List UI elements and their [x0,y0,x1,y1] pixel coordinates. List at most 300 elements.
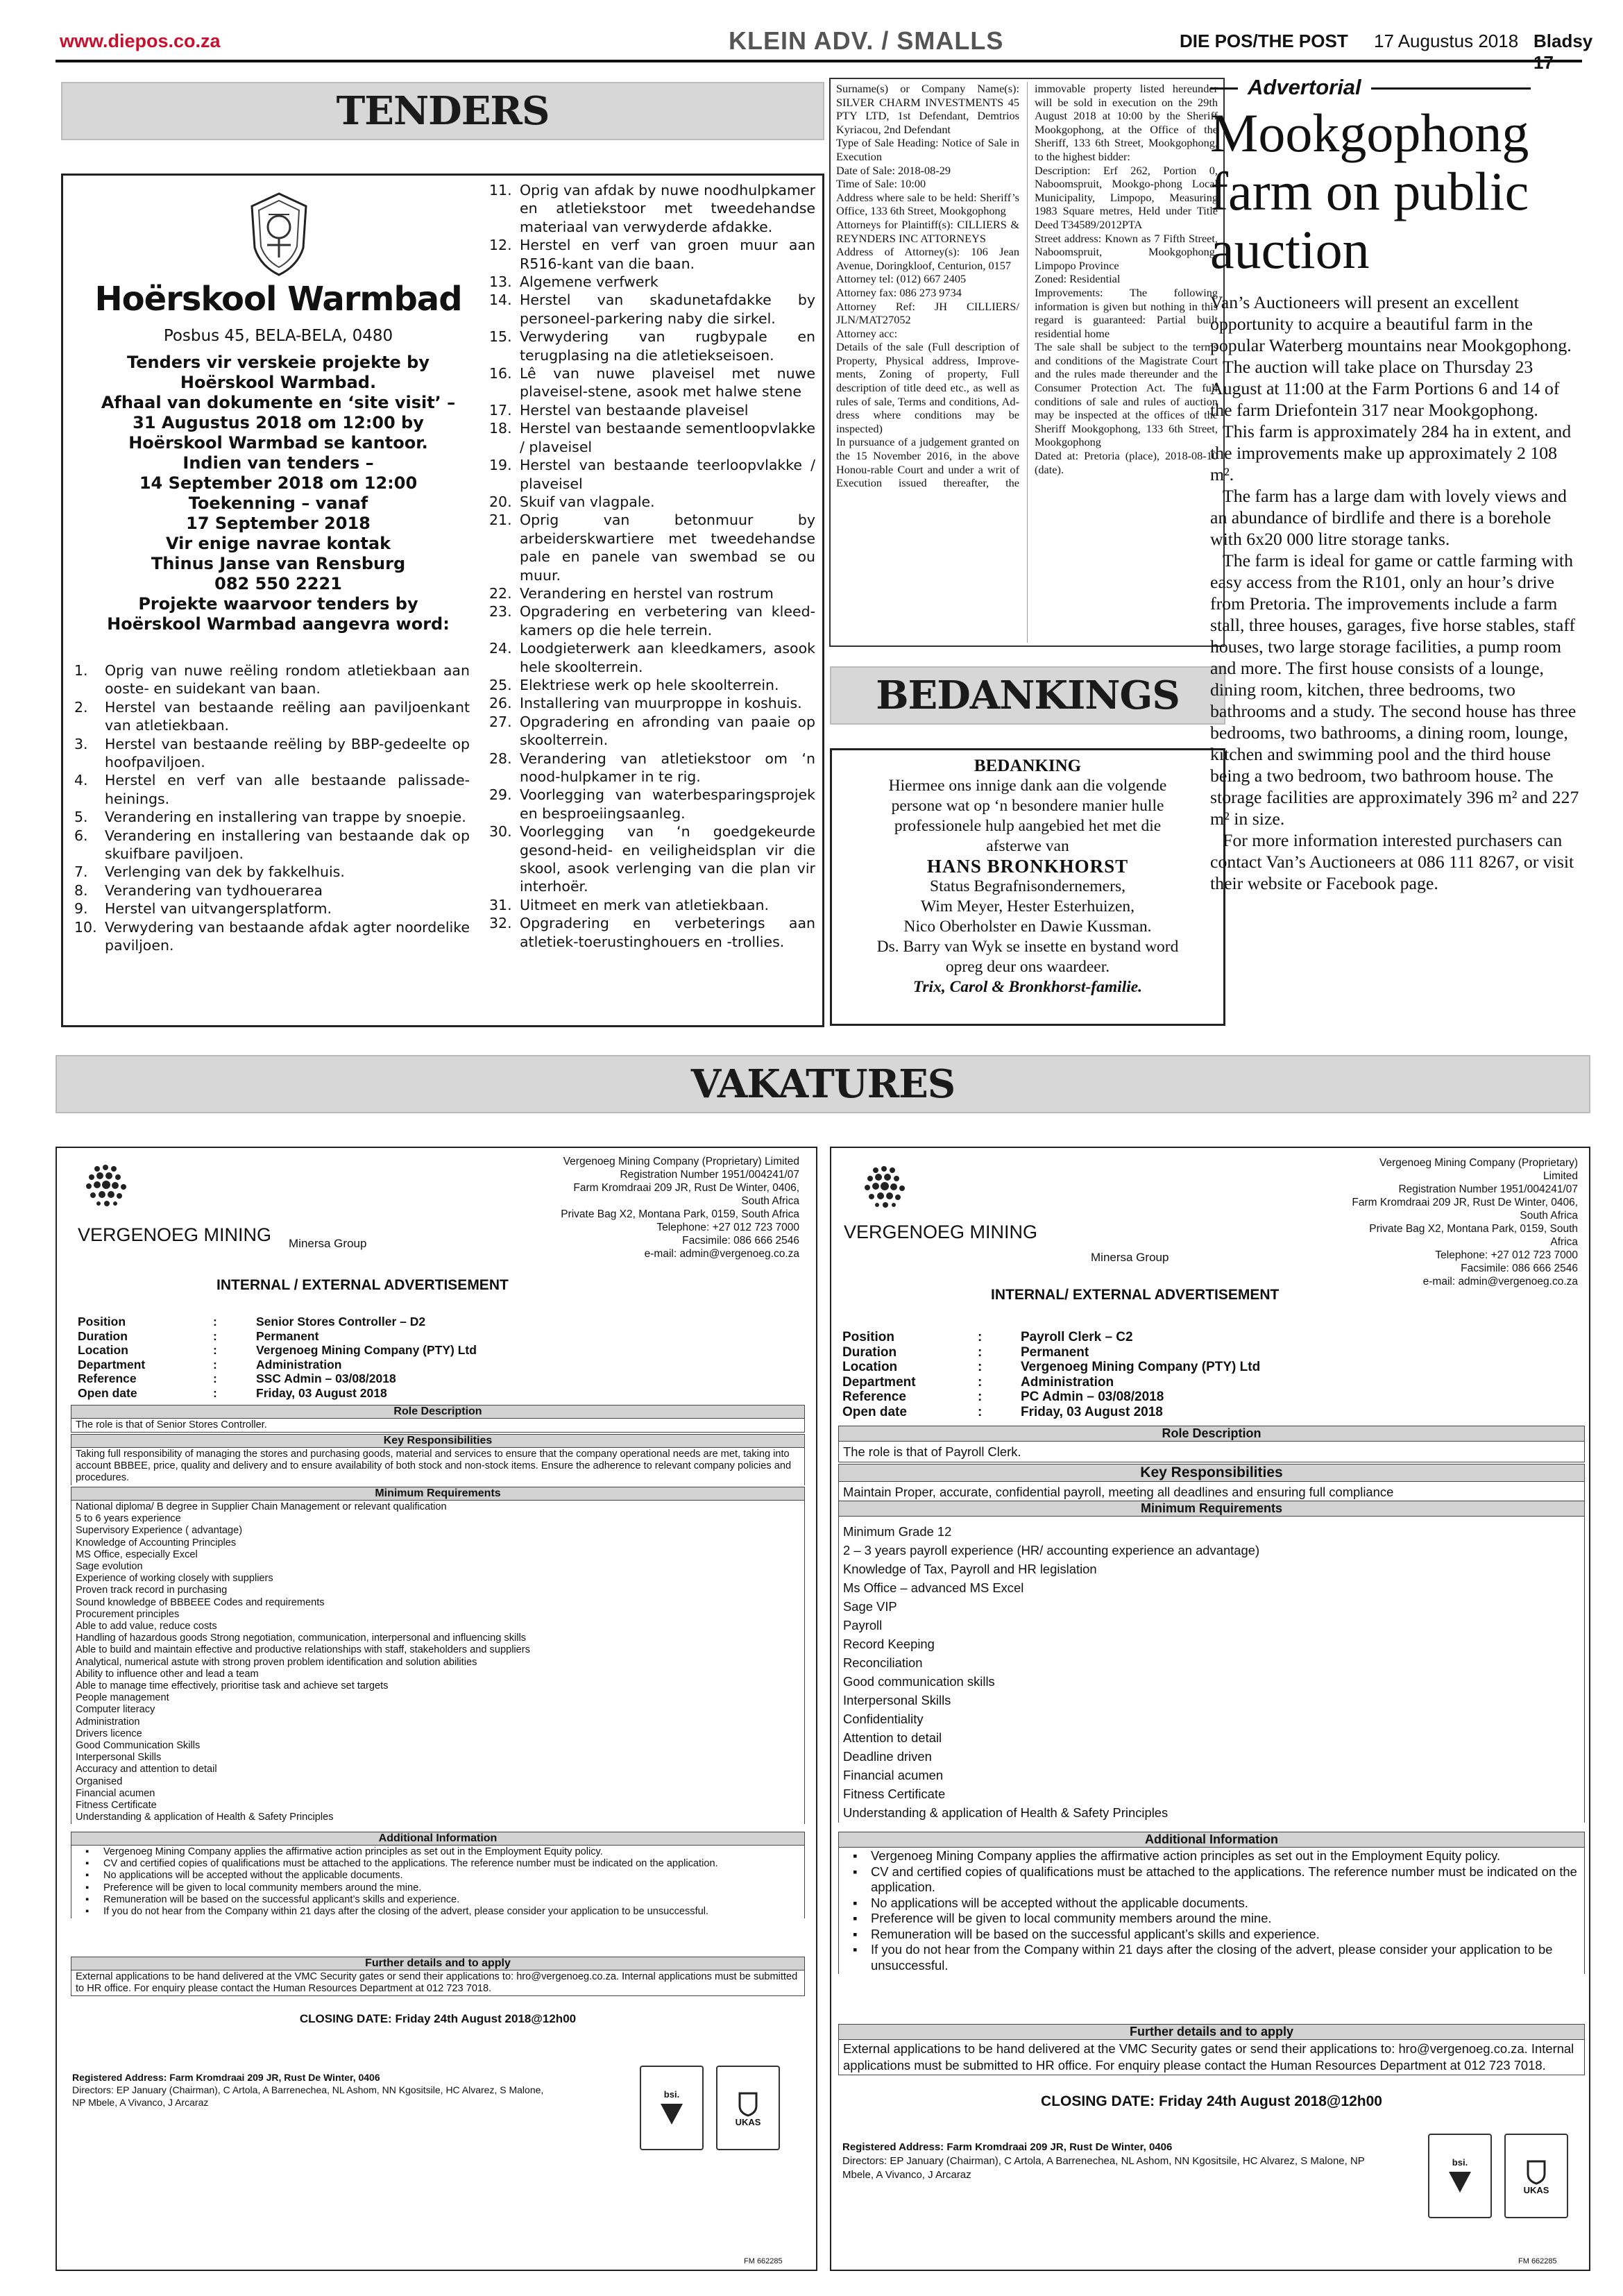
thanks-line: persone wat op ‘n besondere manier hulle [891,797,1164,815]
further-section [838,2024,1585,2075]
additional-item: ▪ CV and certified copies of qualifications must be attached to the applications. The reference number must be indicated on the application. [76,1858,800,1870]
tender-info-line: Tenders vir verskeie projekte by [127,353,430,372]
company-name: VERGENOEG MINING [78,1224,272,1245]
tender-item-text: Herstel van bestaande plaveisel [520,401,749,419]
tender-item-number: 12. [489,237,512,254]
tender-item-number: 23. [489,603,512,621]
responsibilities-section [838,1464,1585,1502]
additional-heading: Additional Information [71,1832,805,1846]
tender-item-text: Algemene verfwerk [520,273,658,291]
tender-item [489,291,815,328]
tender-item [489,694,815,712]
field-value: SSC Admin – 03/08/2018 [256,1371,396,1386]
requirement-item: Proven track record in purchasing [76,1585,228,1596]
tender-item-number: 24. [489,640,512,657]
requirement-item: Able to manage time effectively, prioritise task and achieve set targets [76,1680,389,1692]
requirement-item: Computer literacy [76,1704,155,1716]
field-value: Administration [1021,1374,1114,1390]
notice-paragraph: Attorneys for Plaintiff(s): CILLIERS & REYNDERS INC ATTORNEYS [836,217,1019,245]
field-value: PC Admin – 03/08/2018 [1021,1390,1164,1405]
tender-item-text: Oprig van afdak by nuwe noodhulpkamer en atletiekstoor met tweedehandse materiaal van verwyderde afdakke. [520,182,815,235]
address-line: e-mail: admin@vergenoeg.co.za [644,1248,799,1260]
tender-info-line: Indien van tenders – [182,453,374,473]
field-value: Friday, 03 August 2018 [1021,1404,1163,1419]
registered-address: Registered Address: Farm Kromdraai 209 JR, Rust De Winter, 0406 [72,2072,380,2083]
address-line: Africa [1550,1236,1578,1248]
notice-paragraph: Type of Sale Heading: Notice of Sale in Execution [836,136,1019,163]
requirement-item: Able to add value, reduce costs [76,1621,217,1632]
tender-item-text: Verandering en installering van trappe by snoepie. [105,809,466,826]
thanks-title: BEDANKING [974,757,1082,775]
tender-item [489,914,815,951]
certification-badges [640,2066,780,2150]
requirement-item: Supervisory Experience ( advantage) [76,1525,243,1537]
requirement-item: Interpersonal Skills [843,1693,951,1707]
tender-items-left [74,661,470,955]
requirement-item: Handling of hazardous goods Strong negotiation, communication, interpersonal and influencing skills [76,1632,527,1644]
requirement-item: Understanding & application of Health & Safety Principles [843,1805,1169,1820]
tender-item [489,713,815,750]
tender-item-text: Voorlegging van waterbesparingsprojek en besproeiingsaanleg. [520,786,815,822]
field-label: Department [78,1357,146,1371]
tender-item [489,328,815,364]
requirement-item: 5 to 6 years experience [76,1513,181,1525]
form-number: FM 662285 [1518,2257,1557,2265]
advertorial-paragraph: The farm has a large dam with lovely views and an abundance of birdlife and there is a borehole with 6x20 000 litre storage tanks. [1210,486,1567,549]
tender-item-text: Herstel van bestaande reëling by BBP-gedeelte op hoofpaviljoen. [105,735,470,771]
tender-item-number: 7. [74,863,88,881]
company-group: Minersa Group [1091,1251,1169,1264]
field-row [842,1345,1260,1360]
tender-advert [61,174,824,1027]
tender-item-number: 13. [489,273,512,291]
requirement-item: Knowledge of Accounting Principles [76,1537,237,1548]
tender-item [74,881,470,900]
tender-item-text: Herstel van bestaande sementloopvlakke / plaveisel [520,420,815,455]
page-header [56,26,1593,73]
address-line: South Africa [741,1195,799,1207]
requirements-section [838,1501,1585,1823]
additional-heading: Additional Information [838,1832,1585,1848]
tender-item [489,896,815,914]
field-label: Open date [842,1404,907,1419]
notice-paragraph: The sale shall be subject to the terms and conditions of the Magistrate Court and the rules made thereunder and the Consumer Protection Act. The full conditions of sale and rules of auction may be inspected at the offices of the Sheriff Mookgophong, 133 6th Street, Mookgophong [1035,340,1218,449]
tender-info-line: Toekenning – vanaf [188,493,368,513]
address-line: Registration Number 1951/004241/07 [1398,1183,1578,1195]
tender-item-number: 14. [489,292,512,309]
certification-badges [1428,2134,1568,2218]
requirements-list [838,1517,1585,1823]
notice-paragraph: Address of Attorney(s): 106 Jean Avenue, Doringkloof, Centurion, 0157 [836,245,1019,272]
company-address [473,1155,799,1260]
requirement-item: Fitness Certificate [843,1787,946,1801]
address-line: Telephone: +27 012 723 7000 [656,1222,799,1233]
tender-item [489,584,815,602]
tender-item [74,808,470,826]
tender-item-text: Voorlegging van ‘n goedgekeurde gesond-heid- en veiligheidsplan vir die skool, asook verlenging van die plan vir interhoër. [520,823,815,895]
tender-item [489,419,815,456]
field-value: Senior Stores Controller – D2 [256,1315,426,1328]
tender-item-number: 26. [489,695,512,712]
vakatures-banner-title: VAKATURES [690,1061,955,1107]
field-colon: : [978,1390,983,1405]
tender-item-number: 31. [489,896,512,913]
additional-item: ▪ Vergenoeg Mining Company applies the affirmative action principles as set out in the Employment Equity policy. [76,1846,800,1858]
bsi-badge-text: bsi. [1452,2156,1468,2168]
additional-item: ▪ CV and certified copies of qualifications must be attached to the applications. The reference number must be indicated on the application. [843,1864,1580,1896]
requirement-item: Able to build and maintain effective and productive relationships with staff, stakeholders and suppliers [76,1644,530,1656]
field-value: Payroll Clerk – C2 [1021,1330,1133,1344]
tender-item-text: Installering van muurproppe in koshuis. [520,695,802,712]
tenders-banner-title: TENDERS [336,88,550,134]
role-text: The role is that of Payroll Clerk. [838,1442,1585,1462]
field-label: Position [78,1315,126,1328]
tender-item-number: 8. [74,881,88,899]
requirement-item: Sage VIP [843,1599,897,1614]
responsibilities-heading: Key Responsibilities [838,1464,1585,1482]
tender-item-number: 29. [489,786,512,804]
field-label: Department [842,1374,916,1390]
requirement-item: Analytical, numerical astute with strong proven problem identification and solution abilities [76,1656,477,1668]
tender-item-number: 27. [489,713,512,730]
tender-item-number: 32. [489,915,512,932]
tender-item-text: Herstel van uitvangersplatform. [105,900,332,918]
tender-item-number: 18. [489,420,512,437]
requirement-item: Procurement principles [76,1608,180,1620]
address-line: Facsimile: 086 666 2546 [1461,1263,1578,1274]
notice-paragraph: Details of the sale (Full description of Property, Physical address, Improve-ments, Zoning of property, Full description of title deed etc., as well as rules of sale, Terms and conditions, Ad-dress where conditions may be inspected) [836,340,1019,435]
address-line: Private Bag X2, Montana Park, 0159, South [1369,1223,1578,1235]
field-row [842,1330,1260,1345]
tender-item-text: Verandering van atletiekstoor om ‘n nood-hulpkamer in te rig. [520,750,815,785]
vergenoeg-logo-icon [83,1162,139,1210]
sale-in-execution-notice [829,78,1225,647]
vacancy-advert-payroll-clerk [830,1147,1590,2271]
field-colon: : [213,1371,217,1386]
thanks-line: professionele hulp aangebied het met die [894,817,1162,835]
directors-list: Directors: EP January (Chairman), C Artola, A Barrenechea, NL Ashom, NN Kgositsile, HC Alvarez, S Malone, NP Mbele, A Vivanco, J Arcaraz [842,2155,1365,2181]
tenders-banner [61,82,824,140]
tender-item [489,364,815,401]
notice-paragraph: Time of Sale: 10:00 [836,177,926,191]
tender-info-line: 17 September 2018 [186,514,371,533]
thanks-line: Hiermee ons innige dank aan die volgende [888,777,1167,795]
advertorial-paragraph: This farm is approximately 284 ha in extent, and the improvements make up approximately 2 108 m². [1210,421,1572,484]
thanks-line: Ds. Barry van Wyk se insette en bystand word [876,938,1179,956]
requirement-item: Record Keeping [843,1637,935,1651]
tender-item-number: 30. [489,823,512,841]
vakatures-banner [56,1055,1590,1113]
field-label: Location [842,1360,898,1375]
tender-item-number: 1. [74,662,88,679]
notice-paragraph: Dated at: Pretoria (place), 2018-08-10 (date). [1035,449,1218,476]
tender-item [74,900,470,918]
field-label: Open date [78,1385,137,1400]
requirement-item: Drivers licence [76,1728,142,1739]
tender-item-number: 5. [74,809,88,826]
notice-paragraph: Attorney fax: 086 273 9734 [836,285,962,299]
tender-item [74,735,470,772]
tender-item [489,750,815,786]
tender-item-number: 2. [74,698,88,716]
field-row [78,1315,477,1329]
requirement-item: Deadline driven [843,1749,932,1764]
position-details [842,1330,1260,1420]
company-group: Minersa Group [289,1237,367,1250]
notice-paragraph: Street address: Known as 7 Fifth Street, Naboomspruit, Mookgophong, Limpopo Province [1035,231,1218,272]
notice-paragraph: Date of Sale: 2018-08-29 [836,163,951,177]
address-line: Vergenoeg Mining Company (Proprietary) Limited [563,1156,799,1167]
field-row [78,1343,477,1358]
tender-item-text: Skuif van vlagpale. [520,493,655,510]
tender-item-text: Verandering en installering van bestaande dak op skuifbare paviljoen. [105,827,470,863]
responsibilities-section [71,1434,805,1485]
requirement-item: Ability to influence other and lead a team [76,1668,259,1680]
field-colon: : [213,1385,217,1400]
registered-address: Registered Address: Farm Kromdraai 209 JR, Rust De Winter, 0406 [842,2141,1173,2153]
further-section [71,1957,805,1996]
additional-item: ▪ Preference will be given to local community members around the mine. [843,1911,1580,1927]
field-label: Location [78,1343,128,1358]
tender-item [489,493,815,511]
tender-item [489,511,815,584]
role-section [71,1405,805,1433]
role-heading: Role Description [71,1405,805,1419]
field-row [842,1390,1260,1405]
notice-paragraph: Zoned: Residential [1035,272,1121,286]
notice-paragraph: Address where sale to be held: Sheriff’s Office, 133 6th Street, Mookgophong [836,190,1019,218]
tender-item [74,827,470,863]
field-label: Reference [78,1371,137,1386]
field-colon: : [213,1357,217,1371]
advertorial-paragraph: For more information interested purchasers can contact Van’s Auctioneers at 086 111 8267, or visit their website or Facebook page. [1210,830,1574,893]
tender-item [489,401,815,419]
bsi-badge-text: bsi. [663,2088,680,2100]
notice-paragraph: Description: Erf 262, Portion 0, Naboomspruit, Mookgo-phong Local Municipality, Limpopo, Measuring 1983 Square metres, Held under Title Deed T34589/2012PTA [1035,163,1218,231]
field-row [78,1386,477,1401]
newspaper-name: DIE POS/THE POST [1180,31,1348,51]
additional-list [71,1846,805,1918]
form-number: FM 662285 [744,2257,783,2265]
requirement-item: Financial acumen [76,1787,155,1799]
notice-paragraph: Attorney Ref: JH CILLIERS/ JLN/MAT27052 [836,299,1019,327]
address-line: Farm Kromdraai 209 JR, Rust De Winter, 0406, [1352,1197,1578,1208]
address-line: Telephone: +27 012 723 7000 [1435,1249,1578,1261]
field-colon: : [213,1328,217,1343]
field-row [78,1329,477,1344]
thanks-signoff: Trix, Carol & Bronkhorst-familie. [912,978,1143,996]
tender-item-number: 11. [489,182,512,199]
additional-item: ▪ Vergenoeg Mining Company applies the affirmative action principles as set out in the Employment Equity policy. [843,1848,1580,1864]
tender-item-number: 9. [74,900,88,918]
tender-item [74,918,470,955]
requirements-heading: Minimum Requirements [71,1487,805,1501]
field-colon: : [978,1374,983,1390]
tender-item-text: Verandering en herstel van rostrum [520,584,774,602]
tender-item-text: Herstel van bestaande teerloopvlakke / plaveisel [520,457,815,492]
tender-item-text: Herstel van skadunetafdakke by personeel-parkering naby die sirkel. [520,292,815,327]
tender-item [489,456,815,493]
tender-info-line: Hoërskool Warmbad. [180,373,377,392]
tender-item-number: 21. [489,512,512,529]
tender-item-number: 10. [74,918,97,936]
tender-item-number: 20. [489,493,512,510]
requirement-item: Experience of working closely with suppliers [76,1573,273,1585]
tender-items-right [489,181,815,951]
advertorial-paragraph: The farm is ideal for game or cattle farming with easy access from the R101, only an hour’s drive from Pretoria. The improvements include a farm stall, three houses, garages, five horse stables, staff houses, two large storage facilities, a pump room and more. The first house consists of a lounge, dining room, kitchen, three bedrooms, two bathrooms and a study. The second house has three bedrooms, two bathrooms, a dining room, lounge, kitchen and swimming pool and the third house being a two bedroom, two bathroom house. The storage facilities are approximately 396 m² and 227 m² in size. [1210,550,1579,829]
responsibilities-heading: Key Responsibilities [71,1434,805,1448]
requirement-item: Reconciliation [843,1655,923,1670]
requirement-item: People management [76,1692,169,1704]
requirement-item: Minimum Grade 12 [843,1524,952,1539]
site-url[interactable]: www.diepos.co.za [60,31,221,51]
company-name: VERGENOEG MINING [844,1222,1038,1242]
tender-item [74,698,470,735]
address-line: e-mail: admin@vergenoeg.co.za [1422,1276,1578,1288]
address-line: Vergenoeg Mining Company (Proprietary) [1379,1157,1578,1169]
tender-item [489,181,815,236]
notice-paragraph: Surname(s) or Company Name(s): SILVER CHARM INVESTMENTS 45 PTY LTD, 1st Defendant, Demtrios Kyriacou, 2nd Defendant [836,82,1019,136]
bedankings-banner-title: BEDANKINGS [876,673,1180,718]
thanks-line: Status Begrafnisondernemers, [930,877,1125,895]
tender-item [74,863,470,881]
further-heading: Further details and to apply [71,1957,805,1970]
tender-item-text: Opgradering en verbeterings aan atletiek-toerustinghouers en -trollies. [520,915,815,950]
registration-info [842,2141,1370,2182]
responsibilities-text: Taking full responsibility of managing the stores and purchasing goods, material and services to ensure that the company operational needs are met, taking into account BBBEE, price, quality and delivery and to ensure availability of both stock and non-stock items. Ensure the adherence to relevant company policies and procedures. [71,1448,805,1485]
requirement-item: Good communication skills [843,1674,995,1689]
field-value: Permanent [1021,1344,1089,1360]
tender-item-text: Verandering van tydhouerarea [105,881,323,899]
requirement-item: Accuracy and attention to detail [76,1764,217,1775]
tender-item-text: Herstel en verf van alle bestaande palissade-heinings. [105,772,470,807]
field-colon: : [213,1343,217,1358]
field-value: Friday, 03 August 2018 [256,1385,387,1400]
tender-item-text: Herstel van bestaande reëling aan paviljoenkant van atletiekbaan. [105,698,470,734]
tender-info-line: Thinus Janse van Rensburg [151,554,406,573]
requirement-item: MS Office, especially Excel [76,1548,198,1560]
field-label: Duration [842,1344,897,1360]
tender-item-text: Elektriese werk op hele skoolterrein. [520,676,779,693]
field-row [842,1405,1260,1420]
role-text: The role is that of Senior Stores Controller. [71,1419,805,1433]
issue-date: 17 Augustus 2018 [1374,31,1519,51]
requirement-item: Organised [76,1775,123,1787]
additional-item: ▪ If you do not hear from the Company within 21 days after the closing of the advert, please consider your application to be unsuccessful. [843,1942,1580,1973]
tender-item-number: 3. [74,735,88,752]
field-row [842,1360,1260,1375]
vacancy-advert-senior-stores-controller [56,1147,817,2271]
advert-title: INTERNAL / EXTERNAL ADVERTISEMENT [216,1277,509,1293]
position-details [78,1315,477,1401]
address-line: Registration Number 1951/004241/07 [620,1169,799,1181]
tender-item-text: Verwydering van bestaande afdak agter noordelike paviljoen. [105,918,470,954]
tender-item-number: 22. [489,584,512,602]
field-colon: : [978,1344,983,1360]
deceased-name: HANS BRONKHORST [926,856,1129,877]
additional-section [838,1832,1585,1974]
requirement-item: Understanding & application of Health & Safety Principles [76,1812,334,1823]
requirement-item: Knowledge of Tax, Payroll and HR legislation [843,1562,1097,1576]
school-crest-icon [248,191,310,278]
tender-item [489,236,815,273]
tender-item-number: 17. [489,401,512,419]
tender-info-line: Hoërskool Warmbad se kantoor. [128,433,428,453]
notice-paragraph: Attorney tel: (012) 667 2405 [836,272,967,286]
company-address [1289,1156,1578,1288]
ukas-badge-icon [1504,2134,1568,2218]
bsi-badge-icon [1428,2134,1492,2218]
tender-item-text: Verlenging van dek by fakkelhuis. [105,863,345,881]
thanks-notice [830,748,1225,1026]
tender-info-line: Vir enige navrae kontak [165,534,391,553]
requirement-item: Fitness Certificate [76,1800,157,1812]
address-line: Facsimile: 086 666 2546 [682,1235,799,1247]
notice-paragraph: Improvements: The following information is given but nothing in this regard is guaranteed: Partial built residential home [1035,285,1218,340]
address-line: South Africa [1520,1210,1578,1222]
tender-item [489,822,815,896]
tender-item [489,786,815,822]
tender-item-text: Verwydering van rugbypale en terugplasing na die atletiekseisoen. [520,328,815,364]
additional-item: ▪ Remuneration will be based on the successful applicant’s skills and experience. [76,1894,800,1906]
further-text: External applications to be hand delivered at the VMC Security gates or send their applications to: hro@vergenoeg.co.za. Internal applications must be submitted to HR office. For enquiry please contact the Human Resources Department at 012 723 7018. [71,1970,805,1996]
requirement-item: Confidentiality [843,1712,924,1726]
school-name: Hoërskool Warmbad [94,280,462,319]
ukas-badge-text: UKAS [1523,2184,1549,2195]
ukas-badge-icon [716,2066,780,2150]
tender-item-number: 6. [74,827,88,844]
responsibilities-text: Maintain Proper, accurate, confidential payroll, meeting all deadlines and ensuring full compliance [838,1482,1585,1502]
requirement-item: Attention to detail [843,1730,942,1745]
tender-info-line: 31 Augustus 2018 om 12:00 by [133,413,424,432]
requirements-section [71,1487,805,1824]
field-value: Vergenoeg Mining Company (PTY) Ltd [1021,1360,1261,1375]
additional-item: ▪ No applications will be accepted without the applicable documents. [843,1896,1580,1911]
thanks-line: Nico Oberholster en Dawie Kussman. [903,918,1152,936]
advertorial-paragraph: The auction will take place on Thursday 23 August at 11:00 at the Farm Portions 6 and 14 of the farm Driefontein 317 near Mookgophong. [1210,357,1560,420]
advert-title: INTERNAL/ EXTERNAL ADVERTISEMENT [991,1287,1280,1303]
tender-item [74,771,470,808]
tender-item-text: Uitmeet en merk van atletiekbaan. [520,896,769,913]
requirement-item: Sound knowledge of BBBEEE Codes and requirements [76,1596,325,1608]
notice-paragraph: Attorney acc: [836,326,898,340]
page-number: Bladsy 17 [1533,31,1593,73]
additional-section [71,1832,805,1918]
field-value: Administration [256,1357,342,1371]
vergenoeg-logo-icon [862,1163,917,1212]
requirement-item: 2 – 3 years payroll experience (HR/ accounting experience an advantage) [843,1543,1260,1558]
field-row [78,1358,477,1372]
requirement-item: Good Communication Skills [76,1740,201,1752]
requirements-list [71,1501,805,1824]
field-value: Vergenoeg Mining Company (PTY) Ltd [256,1343,477,1358]
advertorial-label [1210,75,1585,100]
requirement-item: Ms Office – advanced MS Excel [843,1580,1024,1595]
further-heading: Further details and to apply [838,2024,1585,2040]
advertorial-paragraph: Van’s Auctioneers will present an excellent opportunity to acquire a beautiful farm in the popular Waterberg mountains near Mookgophong. [1210,292,1572,355]
tender-info [77,353,479,634]
further-text: External applications to be hand delivered at the VMC Security gates or send their applications to: hro@vergenoeg.co.za. Internal applications must be submitted to HR office. For enquiry please contact the Human Resources Department at 012 723 7018. [838,2040,1585,2075]
tender-info-line: 082 550 2221 [214,574,342,593]
tender-item-number: 16. [489,365,512,382]
field-colon: : [978,1404,983,1419]
tender-item [489,639,815,676]
role-heading: Role Description [838,1426,1585,1442]
additional-item: ▪ If you do not hear from the Company within 21 days after the closing of the advert, please consider your application to be unsuccessful. [76,1906,800,1918]
field-label: Duration [78,1328,128,1343]
tender-item-number: 15. [489,328,512,346]
requirement-item: Financial acumen [843,1768,944,1782]
